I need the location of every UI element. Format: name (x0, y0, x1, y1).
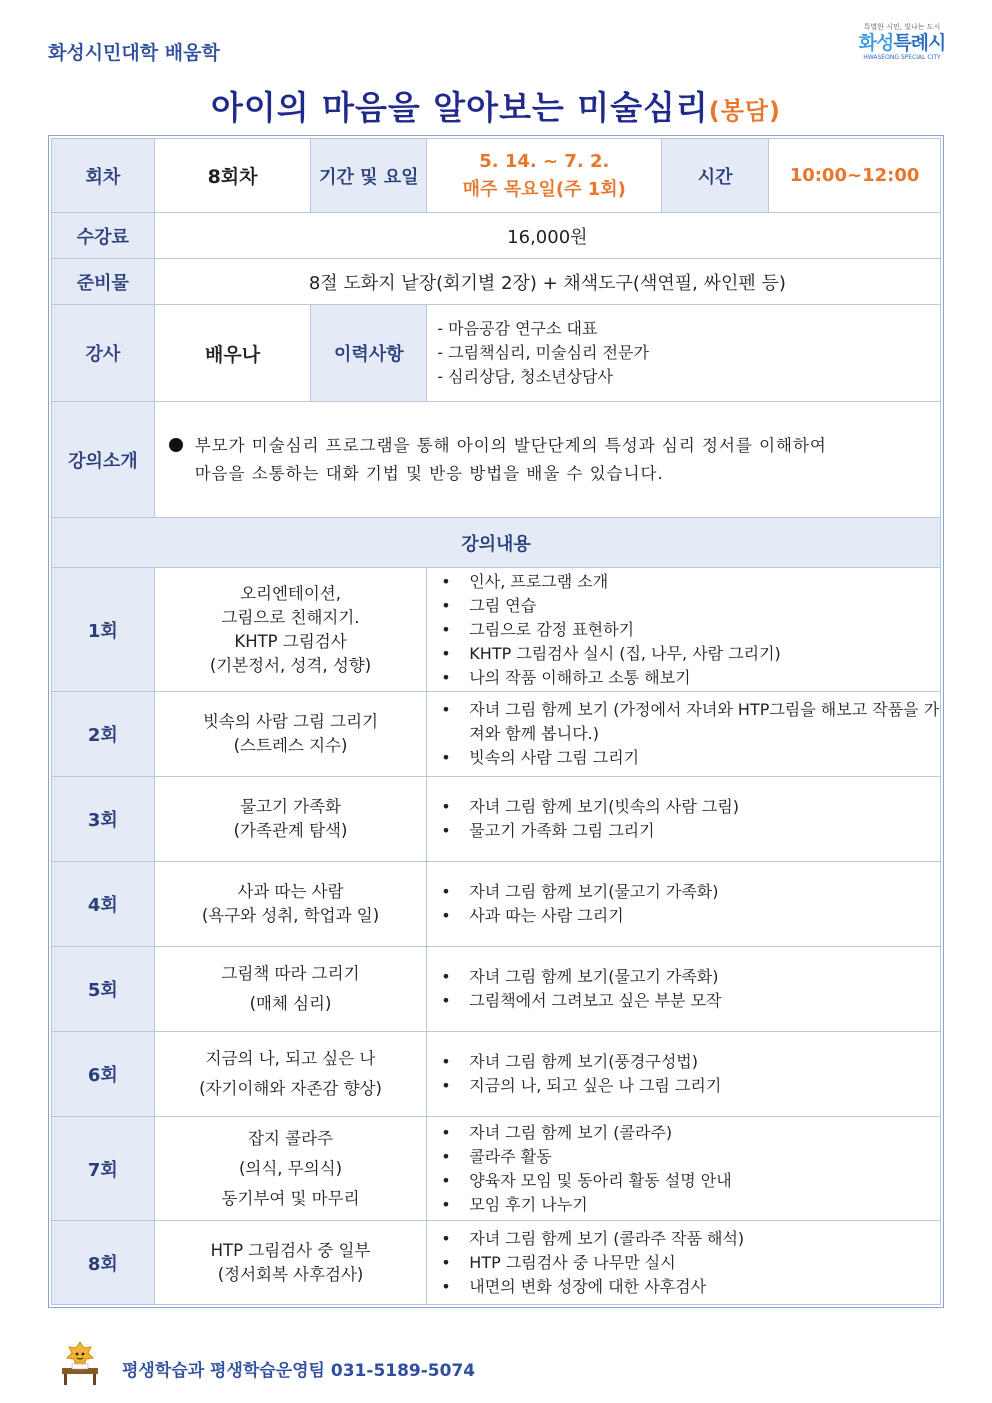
session-row (52, 777, 941, 862)
activity-item: • HTP 그림검사 중 나무만 실시 (441, 1251, 940, 1275)
session-topic (154, 1117, 427, 1221)
session-label: 회차 (52, 139, 155, 213)
activity-list (427, 795, 940, 843)
footer-contact: 평생학습과 평생학습운영팀 031-5189-5074 (122, 1361, 476, 1381)
intro-line-1: 부모가 미술심리 프로그램을 통해 아이의 발단단계의 특성과 심리 정서를 이해하여 (194, 435, 827, 455)
info-row-materials (52, 259, 941, 305)
session-row (52, 1221, 941, 1305)
session-number: 4회 (52, 862, 155, 947)
activity-item: • 사과 따는 사람 그리기 (441, 904, 940, 928)
activity-item: • 자녀 그림 함께 보기 (가정에서 자녀와 HTP그림을 해보고 작품을 가져와 함께 봅니다.) (441, 698, 940, 746)
session-topic-line: 잡지 콜라주 (248, 1128, 333, 1148)
session-topic-line: (매체 심리) (249, 994, 332, 1013)
activity-list (427, 1050, 940, 1098)
activity-item: • 모임 후기 나누기 (441, 1193, 940, 1217)
logo-name-a: 화성 (858, 32, 894, 54)
session-activities (427, 568, 941, 692)
period-dates: 5. 14. ~ 7. 2. (479, 150, 610, 172)
session-row (52, 1117, 941, 1221)
info-row-intro (52, 402, 941, 518)
activity-item: • 자녀 그림 함께 보기(빗속의 사람 그림) (441, 795, 940, 819)
materials-label: 준비물 (52, 259, 155, 305)
session-row (52, 1032, 941, 1117)
session-activities (427, 777, 941, 862)
activity-item: • 그림 연습 (441, 594, 940, 618)
period-value (427, 139, 662, 213)
intro-text (154, 402, 940, 518)
activity-item: • 콜라주 활동 (441, 1145, 940, 1169)
session-number: 6회 (52, 1032, 155, 1117)
career-list (427, 317, 940, 389)
mascot-icon (58, 1340, 102, 1386)
course-table (51, 138, 941, 1305)
fee-value: 16,000원 (154, 213, 940, 259)
period-label: 기간 및 요일 (311, 139, 427, 213)
session-activities (427, 1032, 941, 1117)
session-activities (427, 1221, 941, 1305)
session-topic-line: (스트레스 지수) (233, 736, 348, 755)
career-cell (427, 305, 941, 402)
activity-item: • 자녀 그림 함께 보기 (콜라주 작품 해석) (441, 1227, 940, 1251)
content-label: 강의내용 (52, 518, 941, 568)
activity-item: • 나의 작품 이해하고 소통 해보기 (441, 666, 940, 690)
session-rows (52, 568, 941, 1305)
session-topic-line: (정서회복 사후검사) (217, 1264, 364, 1284)
activity-item: • KHTP 그림검사 실시 (집, 나무, 사람 그리기) (441, 642, 940, 666)
career-item: - 마음공감 연구소 대표 (437, 319, 598, 338)
activity-item: • 자녀 그림 함께 보기(물고기 가족화) (441, 880, 940, 904)
session-topic (154, 1032, 427, 1117)
intro-line-2: 마음을 소통하는 대화 기법 및 반응 방법을 배울 수 있습니다. (194, 463, 664, 483)
session-topic (154, 568, 427, 692)
city-logo (852, 22, 952, 61)
intro-label: 강의소개 (52, 402, 155, 518)
session-row (52, 947, 941, 1032)
logo-name (852, 32, 952, 54)
activity-item: • 그림으로 감정 표현하기 (441, 618, 940, 642)
career-item: - 그림책심리, 미술심리 전문가 (437, 343, 649, 362)
session-topic-line: (가족관계 탐색) (233, 821, 348, 840)
session-value: 8회차 (154, 139, 311, 213)
title-sub: (봉담) (708, 97, 782, 125)
activity-list (427, 570, 940, 690)
period-day: 매주 목요일(주 1회) (462, 178, 626, 200)
instructor-value: 배우나 (154, 305, 311, 402)
session-topic-line: 동기부여 및 마무리 (221, 1188, 360, 1208)
session-activities (427, 862, 941, 947)
session-topic (154, 947, 427, 1032)
page-title (0, 82, 992, 129)
activity-list (427, 880, 940, 928)
session-row (52, 862, 941, 947)
activity-item: • 자녀 그림 함께 보기 (콜라주) (441, 1121, 940, 1145)
fee-label: 수강료 (52, 213, 155, 259)
session-topic-line: 그림으로 친해지기. (221, 607, 360, 627)
instructor-label: 강사 (52, 305, 155, 402)
activity-item: • 물고기 가족화 그림 그리기 (441, 819, 940, 843)
activity-item: • 양육자 모임 및 동아리 활동 설명 안내 (441, 1169, 940, 1193)
session-number: 8회 (52, 1221, 155, 1305)
session-activities (427, 947, 941, 1032)
session-topic-line: (자기이해와 자존감 향상) (199, 1079, 382, 1098)
session-activities (427, 1117, 941, 1221)
footer (58, 1340, 476, 1390)
session-topic-line: 사과 따는 사람 (237, 882, 344, 901)
session-topic-line: KHTP 그림검사 (234, 631, 347, 651)
session-topic (154, 862, 427, 947)
session-activities (427, 692, 941, 777)
session-number: 1회 (52, 568, 155, 692)
activity-item: • 자녀 그림 함께 보기(물고기 가족화) (441, 965, 940, 989)
activity-item: • 자녀 그림 함께 보기(풍경구성법) (441, 1050, 940, 1074)
university-name: 화성시민대학 배움학 (48, 42, 220, 64)
session-number: 2회 (52, 692, 155, 777)
session-row (52, 568, 941, 692)
session-topic-line: (기본정서, 성격, 성향) (209, 655, 372, 675)
activity-item: • 내면의 변화 성장에 대한 사후검사 (441, 1275, 940, 1299)
info-row-session (52, 139, 941, 213)
session-row (52, 692, 941, 777)
session-topic-line: (욕구와 성취, 학업과 일) (201, 906, 380, 925)
activity-item: • 지금의 나, 되고 싶은 나 그림 그리기 (441, 1074, 940, 1098)
materials-value: 8절 도화지 낱장(회기별 2장) + 채색도구(색연필, 싸인펜 등) (154, 259, 940, 305)
session-topic (154, 1221, 427, 1305)
session-topic-line: HTP 그림검사 중 일부 (210, 1240, 371, 1260)
session-topic-line: (의식, 무의식) (238, 1158, 343, 1178)
session-number: 5회 (52, 947, 155, 1032)
activity-list (427, 698, 940, 770)
activity-list (427, 1121, 940, 1217)
content-header-row (52, 518, 941, 568)
info-row-fee (52, 213, 941, 259)
session-topic (154, 777, 427, 862)
bullet-dot-icon (169, 438, 183, 452)
session-number: 3회 (52, 777, 155, 862)
session-topic-line: 물고기 가족화 (240, 797, 341, 816)
session-topic-line: 빗속의 사람 그림 그리기 (202, 712, 379, 731)
session-topic-line: 그림책 따라 그리기 (221, 964, 360, 983)
activity-list (427, 965, 940, 1013)
activity-item: • 빗속의 사람 그림 그리기 (441, 746, 940, 770)
time-label: 시간 (662, 139, 769, 213)
time-value: 10:00~12:00 (769, 139, 941, 213)
session-number: 7회 (52, 1117, 155, 1221)
logo-english: HWASEONG SPECIAL CITY (863, 54, 941, 61)
session-topic (154, 692, 427, 777)
session-topic-line: 지금의 나, 되고 싶은 나 (205, 1049, 376, 1068)
logo-slogan: 특별한 시민, 빛나는 도시 (863, 23, 941, 31)
logo-name-b: 특례시 (893, 32, 946, 54)
activity-item: • 인사, 프로그램 소개 (441, 570, 940, 594)
career-item: - 심리상담, 청소년상담사 (437, 367, 613, 386)
title-main: 아이의 마음을 알아보는 미술심리 (210, 88, 709, 127)
activity-list (427, 1227, 940, 1299)
info-row-instructor (52, 305, 941, 402)
session-topic-line: 오리엔테이션, (240, 583, 341, 603)
activity-item: • 그림책에서 그려보고 싶은 부분 모작 (441, 989, 940, 1013)
career-label: 이력사항 (311, 305, 427, 402)
